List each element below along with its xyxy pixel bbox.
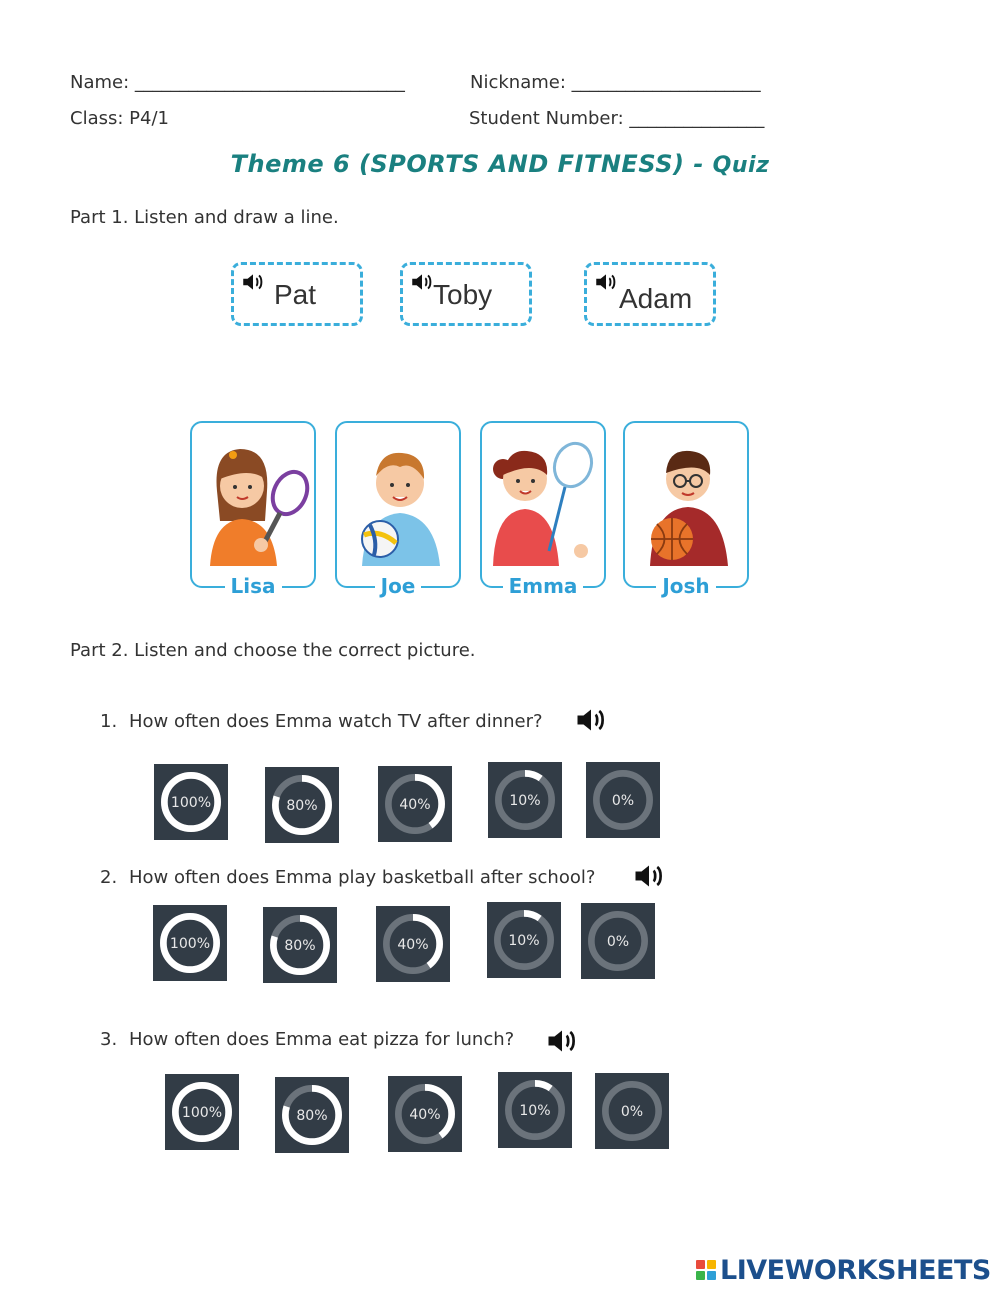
speaker-icon[interactable]: [593, 269, 619, 295]
kid-name-label: Joe: [375, 574, 422, 598]
question-text: How often does Emma play basketball after school?: [129, 867, 596, 888]
ring-label: 0%: [611, 793, 635, 810]
name-box-toby[interactable]: [400, 262, 532, 326]
q3-option-10[interactable]: [498, 1072, 572, 1148]
q1-option-0[interactable]: [586, 762, 660, 838]
logo-block: [696, 1260, 705, 1269]
progress-ring: [498, 1072, 572, 1148]
ring-label: 10%: [508, 933, 540, 950]
student-number-label: Student Number: _______________: [469, 108, 765, 129]
ring-label: 80%: [286, 798, 318, 815]
progress-ring: [376, 906, 450, 982]
ring-label: 40%: [409, 1107, 441, 1124]
ring-label: 100%: [181, 1105, 223, 1122]
nickname-field-label: Nickname: _____________________: [470, 72, 761, 93]
kid-name-label: Emma: [503, 574, 584, 598]
question-1: [100, 711, 543, 732]
progress-ring: [265, 767, 339, 843]
kid-card-emma[interactable]: [480, 421, 606, 598]
q1-option-40[interactable]: [378, 766, 452, 842]
progress-ring: [378, 766, 452, 842]
q1-option-10[interactable]: [488, 762, 562, 838]
q3-option-40[interactable]: [388, 1076, 462, 1152]
girl-tennis-illustration: [195, 431, 313, 566]
ring-label: 40%: [397, 937, 429, 954]
progress-ring: [153, 905, 227, 981]
question-text: How often does Emma watch TV after dinner?: [129, 711, 543, 732]
name-box-adam[interactable]: [584, 262, 716, 326]
question-2: [100, 867, 595, 888]
question-number: 3.: [100, 1029, 118, 1050]
question-number: 1.: [100, 711, 118, 732]
name-box-label: Adam: [619, 283, 693, 314]
ring-label: 10%: [509, 793, 541, 810]
q1-option-100[interactable]: [154, 764, 228, 840]
ring-label: 40%: [399, 797, 431, 814]
progress-ring: [586, 762, 660, 838]
progress-ring: [388, 1076, 462, 1152]
class-label: Class: P4/1: [70, 108, 169, 129]
kid-name-label: Josh: [656, 574, 715, 598]
name-field-label: Name: ______________________________: [70, 72, 405, 93]
progress-ring: [595, 1073, 669, 1149]
title-main: Theme 6 (SPORTS AND FITNESS) -: [230, 150, 713, 178]
kid-name-label: Lisa: [225, 574, 282, 598]
girl-badminton-illustration: [485, 431, 603, 566]
ring-label: 100%: [170, 795, 212, 812]
ring-label: 0%: [620, 1104, 644, 1121]
q3-option-0[interactable]: [595, 1073, 669, 1149]
q3-option-80[interactable]: [275, 1077, 349, 1153]
q2-option-100[interactable]: [153, 905, 227, 981]
part2-heading: Part 2. Listen and choose the correct picture.: [70, 640, 476, 661]
q2-option-10[interactable]: [487, 902, 561, 978]
question-number: 2.: [100, 867, 118, 888]
logo-blocks-icon: [696, 1260, 716, 1280]
progress-ring: [263, 907, 337, 983]
progress-ring: [581, 903, 655, 979]
progress-ring: [488, 762, 562, 838]
name-box-pat[interactable]: [231, 262, 363, 326]
boy-volleyball-illustration: [340, 431, 458, 566]
name-box-label: Toby: [433, 279, 493, 310]
q3-option-100[interactable]: [165, 1074, 239, 1150]
ring-label: 80%: [296, 1108, 328, 1125]
progress-ring: [154, 764, 228, 840]
q2-option-0[interactable]: [581, 903, 655, 979]
speaker-icon[interactable]: [572, 702, 610, 738]
speaker-icon[interactable]: [409, 269, 435, 295]
speaker-icon[interactable]: [630, 858, 668, 894]
page-title: [0, 150, 1000, 178]
part1-heading: Part 1. Listen and draw a line.: [70, 207, 339, 228]
ring-label: 80%: [284, 938, 316, 955]
speaker-icon[interactable]: [240, 269, 266, 295]
liveworksheets-logo: [696, 1254, 991, 1286]
q2-option-40[interactable]: [376, 906, 450, 982]
ring-label: 100%: [169, 936, 211, 953]
question-text: How often does Emma eat pizza for lunch?: [129, 1029, 515, 1050]
logo-block: [707, 1271, 716, 1280]
boy-basketball-illustration: [628, 431, 746, 566]
kid-card-joe[interactable]: [335, 421, 461, 598]
q2-option-80[interactable]: [263, 907, 337, 983]
question-3: [100, 1029, 514, 1050]
speaker-icon[interactable]: [543, 1023, 581, 1059]
kid-card-lisa[interactable]: [190, 421, 316, 598]
progress-ring: [275, 1077, 349, 1153]
logo-block: [707, 1260, 716, 1269]
logo-block: [696, 1271, 705, 1280]
q1-option-80[interactable]: [265, 767, 339, 843]
title-suffix: Quiz: [712, 153, 770, 178]
kid-card-josh[interactable]: [623, 421, 749, 598]
progress-ring: [487, 902, 561, 978]
ring-label: 0%: [606, 934, 630, 951]
ring-label: 10%: [519, 1103, 551, 1120]
name-box-label: Pat: [274, 279, 317, 310]
brand-name: LIVEWORKSHEETS: [720, 1254, 991, 1286]
progress-ring: [165, 1074, 239, 1150]
